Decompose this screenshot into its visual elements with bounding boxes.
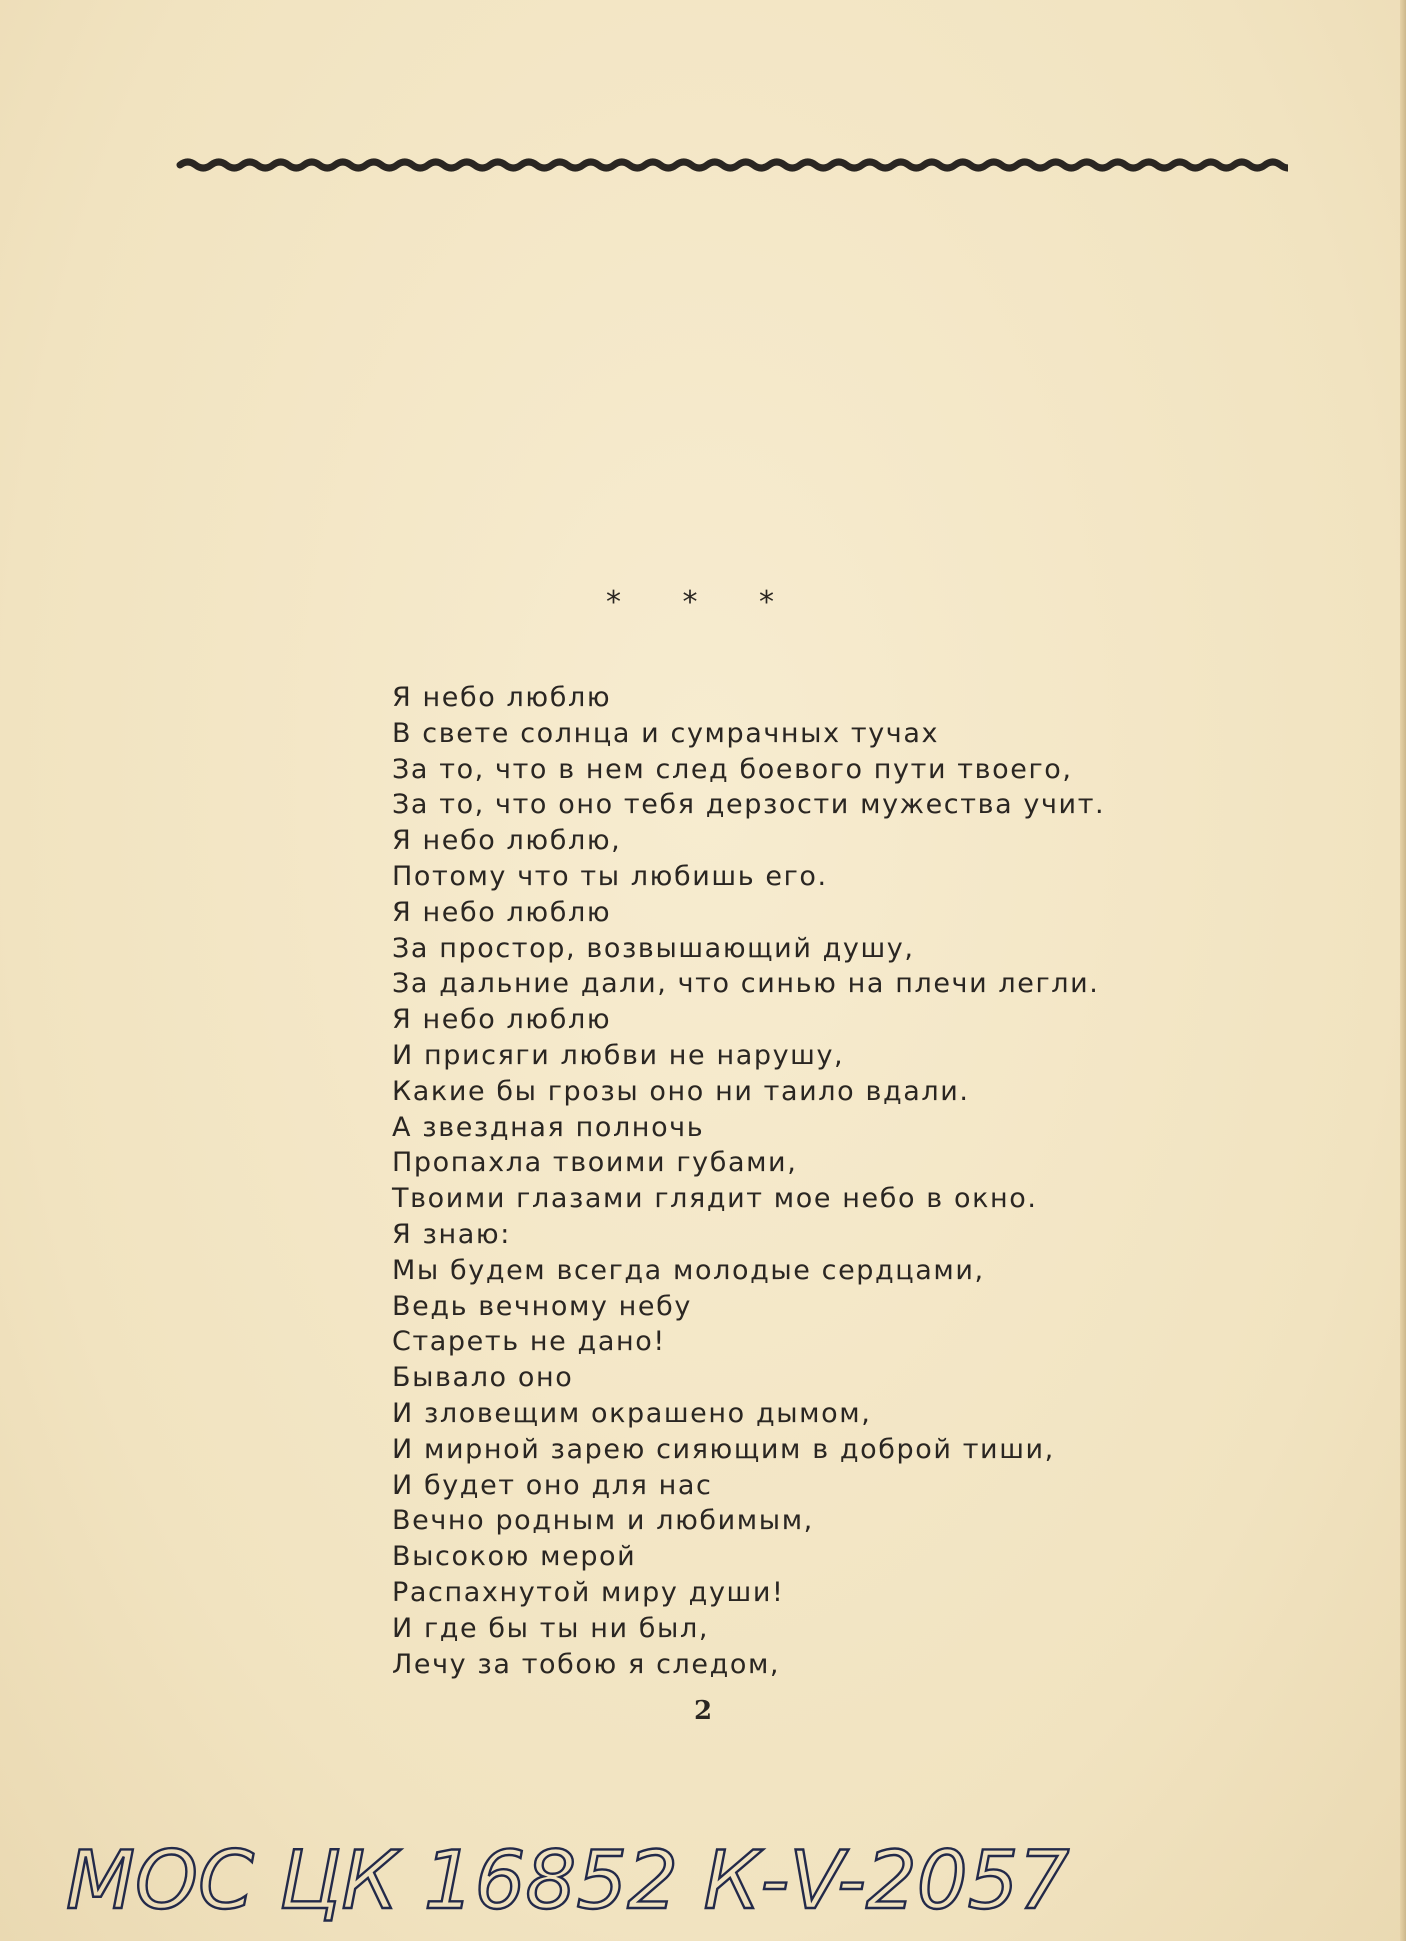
poem-line: Вечно родным и любимым,	[392, 1505, 814, 1537]
page-edge	[1400, 0, 1406, 1941]
poem-line: За то, что в нем след боевого пути твоего,	[392, 753, 1073, 785]
poem-line: Пропахла твоими губами,	[392, 1147, 798, 1179]
poem-line: Лечу за тобою я следом,	[392, 1648, 781, 1680]
poem-line: За то, что оно тебя дерзости мужества учит.	[392, 789, 1106, 821]
poem-line: Высокою мерой	[392, 1541, 637, 1573]
poem-line: Я знаю:	[392, 1218, 511, 1250]
poem-line: И мирной зарею сияющим в доброй тиши,	[392, 1433, 1055, 1465]
poem-line: Ведь вечному небу	[392, 1290, 692, 1322]
handwritten-note-text: МОС ЦК 16852 К-V-2057	[66, 1834, 1070, 1927]
poem-line: Стареть не дано!	[392, 1326, 666, 1358]
poem-line: За дальние дали, что синью на плечи легли.	[392, 968, 1100, 1000]
poem-line: Я небо люблю	[392, 896, 612, 928]
poem-line: А звездная полночь	[392, 1111, 705, 1143]
poem-line: И будет оно для нас	[392, 1469, 713, 1501]
poem-line: Я небо люблю,	[392, 825, 622, 857]
poem-text	[392, 680, 1292, 1682]
poem-line: Потому что ты любишь его.	[392, 860, 828, 892]
poem-line: Какие бы грозы оно ни таило вдали.	[392, 1075, 970, 1107]
poem-line: Бывало оно	[392, 1362, 574, 1394]
page-number: 2	[693, 1696, 713, 1726]
poem-line: За простор, возвышающий душу,	[392, 932, 915, 964]
poem-line: Мы будем всегда молодые сердцами,	[392, 1254, 985, 1286]
poem-line: Я небо люблю	[392, 682, 612, 713]
handwritten-archive-note	[58, 1830, 1178, 1930]
poem-line: И зловещим окрашено дымом,	[392, 1397, 872, 1429]
wavy-rule-ornament	[176, 152, 1288, 178]
poem-line: В свете солнца и сумрачных тучах	[392, 717, 940, 749]
poem-line: Распахнутой миру души!	[392, 1576, 785, 1608]
poem-line: И где бы ты ни был,	[392, 1612, 709, 1644]
poem-line: И присяги любви не нарушу,	[392, 1039, 845, 1071]
section-marker: * * *	[605, 585, 801, 620]
poem-line: Я небо люблю	[392, 1004, 612, 1036]
poem-line: Твоими глазами глядит мое небо в окно.	[392, 1183, 1038, 1215]
